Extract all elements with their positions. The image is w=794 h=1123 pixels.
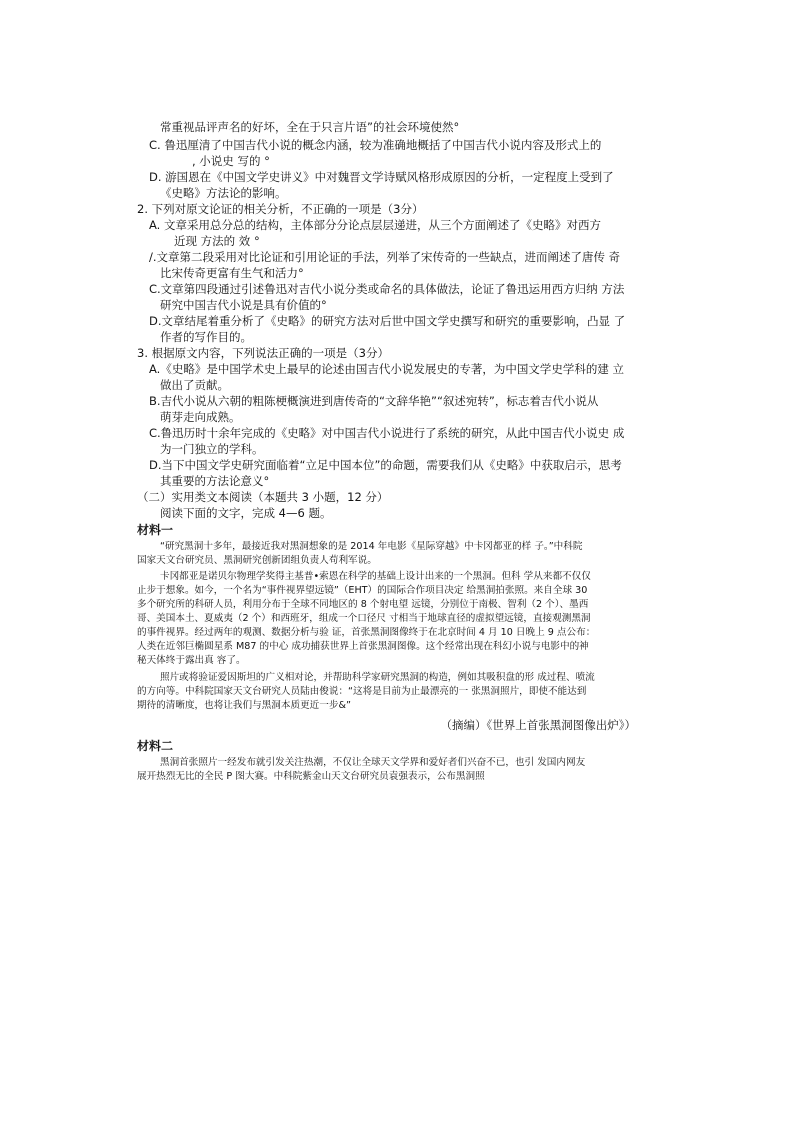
option-b: /.文章第二段采用对比论证和引用论证的手法，列举了宋传奇的一些缺点，进而阐述了唐传 奇 xyxy=(149,250,621,264)
paragraph-line: 止步于想象。如今，一个名为“事件视界望远镜”（EHT）的国际合作项目决定 给黑洞拍张照。来自全球 30 xyxy=(137,585,588,596)
option-a: A.《史略》是中国学术史上最早的论述由国吉代小说发展史的专著，为中国文学史学科的建 立 xyxy=(149,362,624,376)
option-a: A. 文章采用总分总的结构，主体部分分论点层层递进，从三个方面阐述了《史略》对西方 xyxy=(149,218,601,232)
paragraph-line: 秘天体终于露出真 容了。 xyxy=(137,655,246,666)
paragraph-line: 多个研究所的科研人员，利用分布于全球不同地区的 8 个射电望 远镜，分别位于南极、智利（2 个）、墨西 xyxy=(137,599,589,610)
paragraph-line: 的事件视界。经过两年的观测、数据分析与验 证，首张黑洞图像终于在北京时间 4 月 10 日晚上 9 点公布： xyxy=(137,627,596,638)
question-2: 2. 下列对原文论证的相关分析，不正确的一项是（3分） xyxy=(137,202,424,216)
paragraph-line: “研究黑洞十多年，最接近我对黑洞想象的是 2014 年电影《星际穿越》中卡冈都亚的样 子。”中科院 xyxy=(160,541,583,552)
option-c: C.文章第四段通过引述鲁迅对吉代小说分类或命名的具体做法，论证了鲁迅运用西方归纳 方法 xyxy=(149,282,625,296)
question-3: 3. 根据原文内容，下列说法正确的一项是（3分） xyxy=(137,346,389,360)
option-c: C.鲁迅历时十余年完成的《史略》对中国吉代小说进行了系统的研究，从此中国吉代小说史 成 xyxy=(149,426,625,440)
paragraph-line: 展开热烈无比的全民 P 图大赛。中科院紫金山天文台研究员袁强表示，公布黑洞照 xyxy=(137,771,485,782)
text-line: 《史略》方法论的影响。 xyxy=(160,186,287,200)
text-line: 其重要的方法论意义° xyxy=(160,474,270,488)
paragraph-line: 国家天文台研究员、黑洞研究创新团组负责人苟利军说。 xyxy=(137,555,377,566)
paragraph-line: 人类在近邻巨椭圆星系 M87 的中心 成功捕获世界上首张黑洞图像。这个经常出现在科幻小说与电影中的神 xyxy=(137,641,589,652)
text-line: 做出了贡献。 xyxy=(160,378,229,392)
option-b: B.吉代小说从六朝的粗陈梗概演进到唐传奇的“文辞华艳”“叙述宛转”，标志着吉代小说从 xyxy=(149,394,599,408)
paragraph-line: 的方向等。中科院国家天文台研究人员陆由俊说：“这将是目前为止最漂亮的一 张黑洞照片，即使不能达到 xyxy=(137,686,587,697)
paragraph-line: 期待的清晰度，也将让我们与黑洞本质更近一步&” xyxy=(137,700,351,711)
material-1-heading: 材料一 xyxy=(137,523,174,537)
paragraph-line: 黑洞首张照片一经发布就引发关注热潮，不仅让全球天文学界和爱好者们兴奋不已，也引 发国内网友 xyxy=(160,757,586,768)
instruction: 阅读下面的文字，完成 4—6 题。 xyxy=(160,506,332,520)
text-line: 为一门独立的学科。 xyxy=(160,442,264,456)
option-d: D.文章结尾着重分析了《史略》的研究方法对后世中国文学史撰写和研究的重要影响，凸显 了 xyxy=(149,314,626,328)
text-line: 比宋传奇更富有生气和活力° xyxy=(160,266,304,280)
paragraph-line: 哥、美国本土、夏威夷（2 个）和西班牙，组成一个口径尺 寸相当于地球直径的虚拟望远镜，直接观测黑洞 xyxy=(137,613,591,624)
section-heading: （二）实用类文本阅读（本题共 3 小题，12 分） xyxy=(137,490,389,504)
option-d: D.当下中国文学史研究面临着“立足中国本位”的命题，需要我们从《史略》中获取启示，思考 xyxy=(149,458,622,472)
text-line: 作者的写作目的。 xyxy=(160,330,252,344)
material-2-heading: 材料二 xyxy=(137,739,174,753)
text-line: 近现 方法的 效 ° xyxy=(174,234,260,248)
paragraph-line: 照片或将验证爱因斯坦的广义相对论，并帮助科学家研究黑洞的构造，例如其吸积盘的形 成过程、喷流 xyxy=(160,672,595,683)
text-line: 研究中国吉代小说是具有价值的° xyxy=(160,298,327,312)
text-line: 萌芽走向成熟。 xyxy=(160,410,241,424)
text-line: , 小说史 写的 ° xyxy=(192,154,270,168)
option-d: D. 游国恩在《中国文学史讲义》中对魏晋文学诗赋风格形成原因的分析，一定程度上受到了 xyxy=(149,170,614,184)
source-citation: （摘编）《世界上首张黑洞图像出炉》） xyxy=(440,718,636,732)
option-c: C. 鲁迅厘清了中国吉代小说的概念内涵，较为准确地概括了中国吉代小说内容及形式上的 xyxy=(149,138,602,152)
paragraph-line: 卡冈都亚是诺贝尔物理学奖得主基普•索恩在科学的基础上设计出来的一个黑洞。但科 学从来都不仅仅 xyxy=(160,571,591,582)
text-line: 常重视品评声名的好坏，全在于只言片语”的社会环境使然° xyxy=(160,120,460,134)
